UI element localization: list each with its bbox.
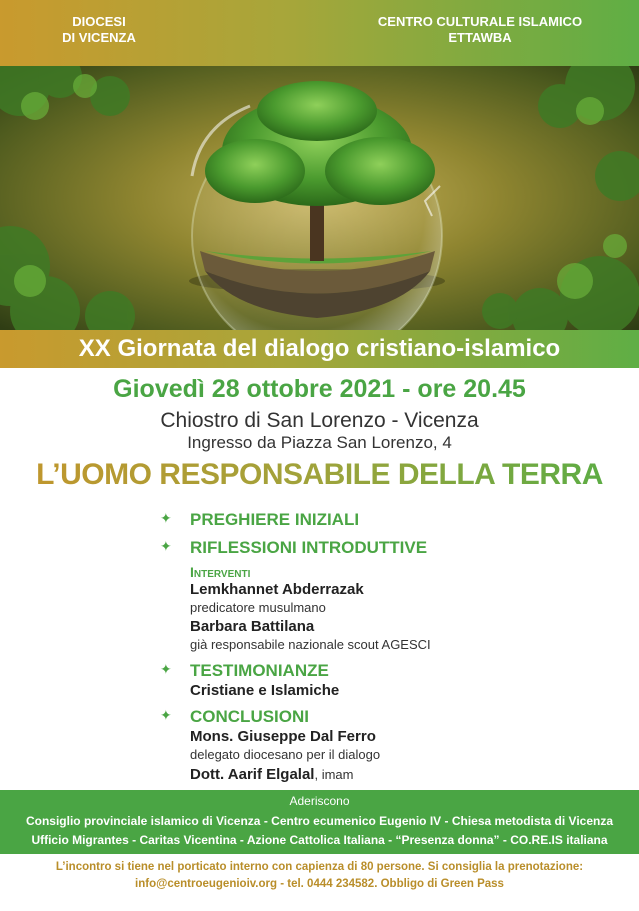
speaker-line [190,766,353,784]
islamic-center-line2: ETTAWBA [448,30,512,45]
program-item-label: PREGHIERE INIZIALI [190,510,360,529]
supporters-heading: Aderiscono [289,794,350,808]
tree-in-glass-sphere-photo [0,66,639,330]
speaker-name: Lemkhannet Abderrazak [190,581,364,598]
speaker-role: predicatore musulmano [190,600,326,615]
speaker-role: delegato diocesano per il dialogo [190,747,381,762]
info-note-line1: L’incontro si tiene nel porticato interno con capienza di 80 persone. Si consiglia la prenotazione: [55,861,584,873]
speaker-name: Dott. Aarif Elgalal [190,766,315,783]
speaker-name: Barbara Battilana [190,618,315,635]
program-item-label: CONCLUSIONI [190,707,309,726]
program-item-label: TESTIMONIANZE [190,661,329,680]
event-venue: Chiostro di San Lorenzo - Vicenza [160,409,479,432]
diocese-label [24,14,174,46]
interventi-label: Interventi [190,564,251,580]
event-entrance: Ingresso da Piazza San Lorenzo, 4 [187,433,452,452]
supporters-line1: Consiglio provinciale islamico di Vicenza - Centro ecumenico Eugenio IV - Chiesa metodista di Vicenza [25,814,614,828]
star-bullet-icon: ✦ [160,661,172,677]
info-note-line2: info@centroeugenioiv.org - tel. 0444 234582. Obbligo di Green Pass [135,878,504,890]
islamic-center-line1: CENTRO CULTURALE ISLAMICO [377,14,583,29]
event-date: Giovedì 28 ottobre 2021 - ore 20.45 [113,375,526,403]
supporters-line2: Ufficio Migrantes - Caritas Vicentina - Azione Cattolica Italiana - “Presenza donna” - CO.RE.IS italiana [31,833,608,847]
event-title: XX Giornata del dialogo cristiano-islamico [0,330,639,368]
speaker-role: già responsabile nazionale scout AGESCI [190,637,431,652]
diocese-line2: DI VICENZA [62,30,136,45]
header-bar [0,0,639,66]
star-bullet-icon: ✦ [160,538,172,554]
islamic-center-label [360,14,600,46]
speaker-name: Mons. Giuseppe Dal Ferro [190,728,376,745]
supporters-band [0,790,639,854]
testimonianze-subtitle: Cristiane e Islamiche [190,682,340,699]
star-bullet-icon: ✦ [160,510,172,526]
star-bullet-icon: ✦ [160,707,172,723]
event-theme: L’UOMO RESPONSABILE DELLA TERRA [0,458,639,492]
tree-illustration [0,66,639,330]
speaker-role: , imam [314,767,354,782]
program-item-label: RIFLESSIONI INTRODUTTIVE [190,538,428,557]
diocese-line1: DIOCESI [72,14,126,29]
